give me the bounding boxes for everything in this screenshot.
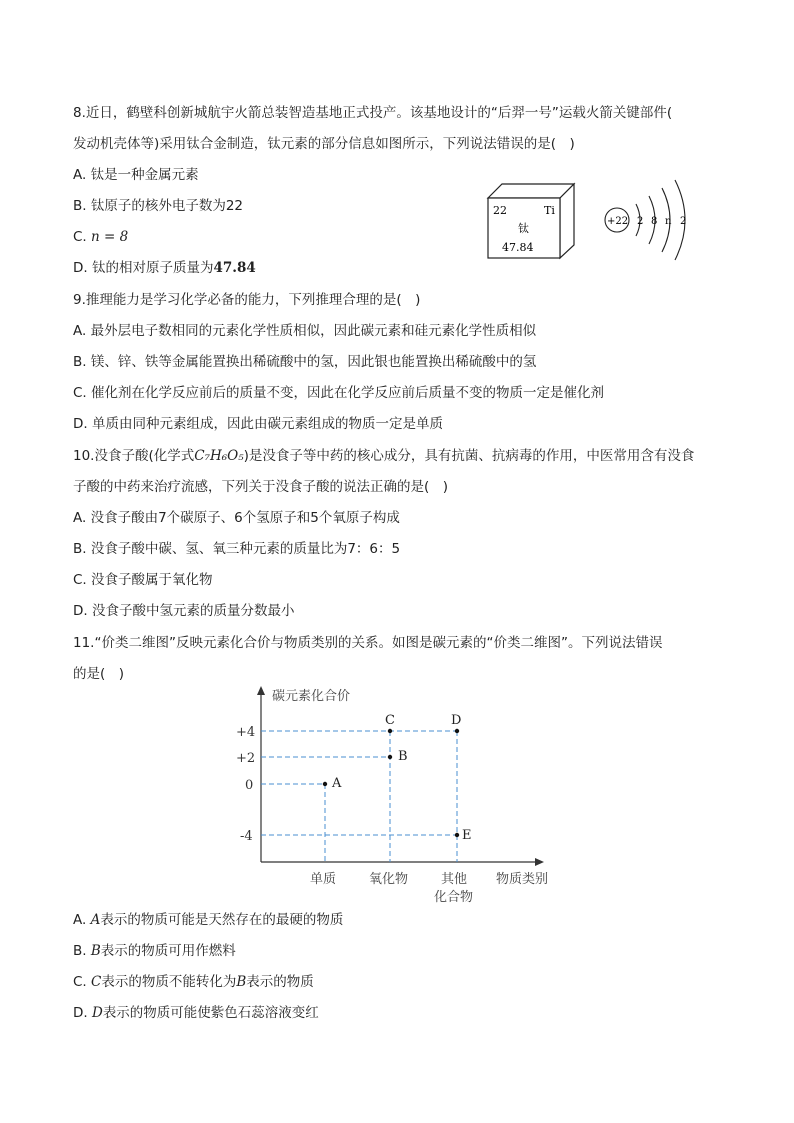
q10-option-a: A. 没食子酸由7个碳原子、6个氢原子和5个氧原子构成 [73,510,400,526]
point-a [323,782,327,786]
point-d [455,729,459,733]
point-c-label: C [385,713,395,728]
y-axis-arrow [257,686,265,695]
nucleus-charge: +22 [607,216,629,227]
valence-class-chart [228,684,568,906]
q10-option-c: C. 没食子酸属于氧化物 [73,572,213,588]
q11-stem-line1: 11.“价类二维图”反映元素化合价与物质类别的关系。如图是碳元素的“价类二维图”。下列说法错误 [73,635,663,651]
shell-2-count: 8 [651,216,658,227]
q10-stem-line1: 10.没食子酸(化学式C₇H₆O₅)是没食子等中药的核心成分，具有抗菌、抗病毒的作用，中医常用含有没食 [73,448,695,464]
point-e-label: E [462,828,472,843]
x-category-other-line2: 化合物 [434,890,474,905]
q10-option-d: D. 没食子酸中氢元素的质量分数最小 [73,603,295,619]
element-atomic-number: 22 [493,204,507,217]
q8-option-c: C. n = 8 [73,229,129,245]
q9-option-a: A. 最外层电子数相同的元素化学性质相似，因此碳元素和硅元素化学性质相似 [73,323,537,339]
point-b-label: B [398,749,408,764]
y-tick-plus2: +2 [236,751,256,766]
point-a-label: A [332,776,342,791]
q9-option-d: D. 单质由同种元素组成，因此由碳元素组成的物质一定是单质 [73,416,443,432]
q8-option-d: D. 钛的相对原子质量为47.84 [73,260,256,276]
y-tick-plus4: +4 [236,725,256,740]
guide-lines [261,731,457,862]
q8-option-c-math: n = 8 [91,229,129,245]
q11-option-a: A. A表示的物质可能是天然存在的最硬的物质 [73,912,344,928]
q9-stem: 9.推理能力是学习化学必备的能力，下列推理合理的是( ) [73,292,421,308]
element-mass: 47.84 [502,241,534,254]
q8-option-a: A. 钛是一种金属元素 [73,167,199,183]
q10-formula: C₇H₆O₅ [194,448,244,464]
q11-option-c: C. C表示的物质不能转化为B表示的物质 [73,974,314,990]
point-c [388,729,392,733]
y-tick-zero: 0 [245,778,254,793]
q11-option-b: B. B表示的物质可用作燃料 [73,943,236,959]
element-card [484,180,584,260]
q10-stem-line2: 子酸的中药来治疗流感，下列关于没食子酸的说法正确的是( ) [73,479,449,495]
x-category-other-line1: 其他 [441,872,468,887]
x-axis-title: 物质类别 [496,872,549,887]
element-symbol: Ti [544,204,555,217]
point-b [388,755,392,759]
q11-option-d: D. D表示的物质可能使紫色石蕊溶液变红 [73,1005,319,1021]
q8-option-b: B. 钛原子的核外电子数为22 [73,198,244,214]
y-tick-minus4: -4 [240,829,253,844]
shell-1-count: 2 [637,216,644,227]
q10-option-b: B. 没食子酸中碳、氢、氧三种元素的质量比为7：6：5 [73,541,401,557]
point-d-label: D [451,713,462,728]
q9-option-c: C. 催化剂在化学反应前后的质量不变，因此在化学反应前后质量不变的物质一定是催化剂 [73,385,605,401]
shell-4-count: 2 [680,216,687,227]
atom-structure-diagram [600,176,700,262]
element-name: 钛 [518,222,529,235]
q8-stem-line2: 发动机壳体等)采用钛合金制造，钛元素的部分信息如图所示，下列说法错误的是( ) [73,136,575,152]
point-e [455,833,459,837]
q8-stem-line1: 8.近日，鹤壁科创新城航宇火箭总装智造基地正式投产。该基地设计的“后羿一号”运载火箭关键部件( [73,105,673,121]
x-axis-arrow [535,858,544,866]
q11-stem-line2: 的是( ) [73,666,125,682]
x-category-oxide: 氧化物 [369,872,409,887]
y-axis-title: 碳元素化合价 [272,689,351,704]
q9-option-b: B. 镁、锌、铁等金属能置换出稀硫酸中的氢，因此银也能置换出稀硫酸中的氢 [73,354,537,370]
x-category-elemental: 单质 [310,872,337,887]
shell-3-count: n [665,216,672,227]
